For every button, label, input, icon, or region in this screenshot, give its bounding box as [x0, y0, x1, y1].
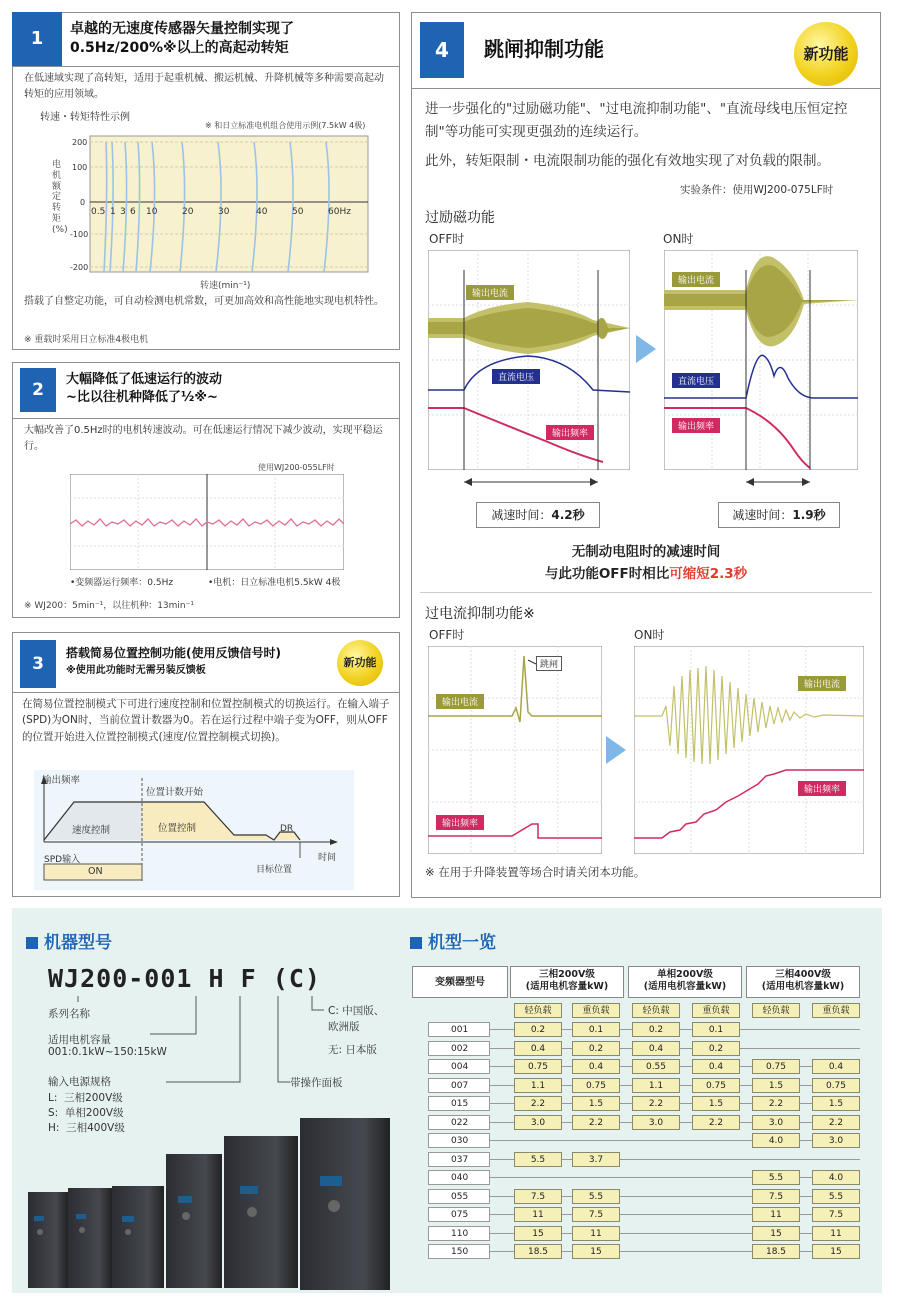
model-number-heading-text: 机器型号	[44, 933, 112, 953]
table-cell: 3.0	[514, 1115, 562, 1130]
result-line2-a: 与此功能OFF时相比	[544, 566, 670, 582]
on-decel-time-box	[718, 502, 840, 528]
x-tick-0.5: 0.5	[91, 207, 106, 217]
table-cell: 0.75	[752, 1059, 800, 1074]
oc-off-output-freq-label: 输出频率	[436, 815, 484, 830]
table-cell: 7.5	[812, 1207, 860, 1222]
table-cell: 1.5	[752, 1078, 800, 1093]
table-cell: 5.5	[572, 1189, 620, 1204]
diagram-dr: DR	[280, 824, 294, 834]
table-row-model: 075	[428, 1207, 490, 1222]
y-tick-m200: -200	[70, 263, 89, 272]
on-dc-voltage-label: 直流电压	[672, 373, 720, 388]
table-cell: 0.4	[632, 1041, 680, 1056]
section-4-condition: 实验条件：使用WJ200-075LF时	[680, 184, 834, 196]
table-cell: 3.7	[572, 1152, 620, 1167]
table-cell: 7.5	[752, 1189, 800, 1204]
section-3-body: 在简易位置控制模式下可进行速度控制和位置控制模式的切换运行。在输入端子(SPD)为ON时，当前位置计数器为0。若在运行过程中端子变为OFF，则从OFF的位置开始进入位置控制模式(速度/位置控制模式切换)。	[22, 698, 390, 743]
x-tick-60Hz: 60Hz	[328, 207, 351, 217]
subheader-heavy-1: 重负载	[572, 1003, 620, 1018]
table-cell: 18.5	[752, 1244, 800, 1259]
section-2-chart-note: 使用WJ200-055LF时	[258, 463, 335, 472]
section-2-title-divider	[12, 418, 400, 419]
table-cell: 4.0	[752, 1133, 800, 1148]
overexcitation-heading: 过励磁功能	[425, 210, 495, 226]
off-to-on-arrow	[636, 335, 656, 363]
diagram-pos-start: 位置计数开始	[146, 787, 204, 798]
oc-on-output-current-label: 输出电流	[798, 676, 846, 691]
y-tick-0: 0	[80, 198, 86, 207]
heading-square-icon	[410, 937, 422, 949]
heading-square-icon	[26, 937, 38, 949]
trip-label: 跳闸	[536, 656, 562, 671]
table-cell: 1.1	[632, 1078, 680, 1093]
x-tick-20: 20	[182, 207, 194, 217]
x-tick-40: 40	[256, 207, 268, 217]
model-code-base: WJ200-001	[48, 964, 193, 993]
table-cell: 5.5	[514, 1152, 562, 1167]
region-c-label: C: 中国版、欧洲版	[328, 1005, 385, 1033]
on-output-current-label: 输出电流	[672, 272, 720, 287]
model-code-voltage: H	[208, 964, 225, 993]
table-header-model: 变频器型号	[412, 966, 508, 998]
table-row-model: 030	[428, 1133, 490, 1148]
overexcitation-off-label: OFF时	[429, 232, 465, 246]
table-cell: 2.2	[632, 1096, 680, 1111]
table-cell: 1.5	[692, 1096, 740, 1111]
section-1-body: 在低速域实现了高转矩，适用于起重机械、搬运机械、升降机械等多种需要高起动转矩的应用领域。	[24, 73, 384, 100]
result-divider	[420, 592, 872, 593]
power-spec-label: 输入电源规格	[48, 1076, 111, 1088]
section-2-note: ※ WJ200：5min⁻¹，以往机种：13min⁻¹	[24, 601, 194, 611]
capacity-label: 适用电机容量	[48, 1034, 111, 1046]
table-cell: 11	[812, 1226, 860, 1241]
overcurrent-off-label: OFF时	[429, 628, 465, 642]
table-cell: 3.0	[752, 1115, 800, 1130]
section-1-title-line2: 0.5Hz/200%※以上的高起动转矩	[70, 40, 289, 56]
table-cell: 15	[812, 1244, 860, 1259]
model-number-heading	[26, 928, 112, 953]
section-1-title-line1: 卓越的无速度传感器矢量控制实现了	[70, 21, 294, 37]
table-cell: 0.4	[572, 1059, 620, 1074]
x-tick-3: 3	[120, 207, 126, 217]
diagram-spd-input: SPD输入	[44, 855, 81, 865]
table-cell: 0.75	[572, 1078, 620, 1093]
overexcitation-off-waveform	[428, 250, 630, 470]
inverter-product-lineup-image	[24, 1116, 394, 1292]
table-cell: 7.5	[572, 1207, 620, 1222]
power-spec-S: S: 单相200V级	[48, 1107, 124, 1119]
table-row-line	[490, 1140, 860, 1141]
region-none-label: 无: 日本版	[328, 1044, 377, 1056]
table-row-model: 037	[428, 1152, 490, 1167]
overcurrent-heading: 过电流抑制功能※	[425, 606, 535, 622]
off-output-freq-label: 输出频率	[546, 425, 594, 440]
table-cell: 0.4	[514, 1041, 562, 1056]
table-cell: 11	[514, 1207, 562, 1222]
overcurrent-on-label: ON时	[634, 628, 665, 642]
x-tick-10: 10	[146, 207, 158, 217]
table-row-model: 055	[428, 1189, 490, 1204]
off-decel-time-value: 4.2秒	[551, 508, 585, 522]
table-row-line	[490, 1177, 860, 1178]
table-cell: 2.2	[514, 1096, 562, 1111]
section-2-number: 2	[20, 368, 56, 412]
diagram-on: ON	[88, 866, 103, 877]
model-list-heading-text: 机型一览	[428, 933, 496, 953]
table-header-3ph200: 三相200V级 (适用电机容量kW)	[510, 966, 624, 998]
model-list-heading	[410, 928, 496, 953]
section-1-xlabel: 转速(min⁻¹)	[200, 281, 251, 291]
off-output-current-label: 输出电流	[466, 285, 514, 300]
table-cell: 3.0	[632, 1115, 680, 1130]
off-dc-voltage-label: 直流电压	[492, 369, 540, 384]
table-row-model: 040	[428, 1170, 490, 1185]
diagram-speed-control: 速度控制	[72, 825, 111, 836]
oc-on-output-freq-label: 输出频率	[798, 781, 846, 796]
table-row-model: 015	[428, 1096, 490, 1111]
table-cell: 0.2	[632, 1022, 680, 1037]
on-decel-time-label: 减速时间：	[732, 508, 793, 522]
section-3-title-line1: 搭载简易位置控制功能(使用反馈信号时)	[66, 646, 281, 660]
table-header-3ph400: 三相400V级 (适用电机容量kW)	[746, 966, 860, 998]
diagram-time: 时间	[318, 853, 337, 863]
diagram-position-control: 位置控制	[158, 823, 197, 834]
table-row-model: 007	[428, 1078, 490, 1093]
model-code-region: (C)	[272, 964, 321, 993]
result-line2-b: 可缩短2.3秒	[669, 566, 748, 582]
subheader-light-1: 轻负载	[514, 1003, 562, 1018]
power-spec-L: L: 三相200V级	[48, 1092, 123, 1104]
table-cell: 11	[572, 1226, 620, 1241]
result-line1: 无制动电阻时的减速时间	[571, 544, 721, 560]
section-3-new-badge: 新功能	[337, 640, 383, 686]
table-row-model: 002	[428, 1041, 490, 1056]
table-cell: 0.1	[572, 1022, 620, 1037]
table-cell: 1.1	[514, 1078, 562, 1093]
table-cell: 15	[572, 1244, 620, 1259]
section-3-number: 3	[20, 640, 56, 688]
result-line2	[411, 562, 881, 582]
x-tick-50: 50	[292, 207, 304, 217]
operator-panel-label: 带操作面板	[290, 1077, 343, 1089]
x-tick-1: 1	[110, 207, 116, 217]
section-1-note: ※ 重载时采用日立标准4极电机	[24, 335, 149, 345]
table-cell: 1.5	[812, 1096, 860, 1111]
table-cell: 18.5	[514, 1244, 562, 1259]
table-cell: 0.75	[812, 1078, 860, 1093]
table-row-model: 110	[428, 1226, 490, 1241]
y-tick-200: 200	[72, 138, 88, 147]
off-time-span-arrow	[462, 476, 600, 488]
section-1-body2: 搭载了自整定功能，可自动检测电机常数，可更加高效和高性能地实现电机特性。	[24, 296, 384, 307]
section-2-title-line2: ~比以往机种降低了½※~	[66, 390, 218, 405]
model-code-panel: F	[240, 964, 257, 993]
table-row-model: 004	[428, 1059, 490, 1074]
on-decel-time-value: 1.9秒	[792, 508, 826, 522]
section-1-chart-note: ※ 和日立标准电机组合使用示例(7.5kW 4极)	[205, 121, 366, 130]
table-cell: 0.75	[692, 1078, 740, 1093]
off-decel-time-label: 减速时间：	[491, 508, 552, 522]
table-cell: 0.75	[514, 1059, 562, 1074]
table-cell: 15	[752, 1226, 800, 1241]
section-1-ylabel: 电机额定转矩(%)	[52, 160, 68, 235]
subheader-light-3: 轻负载	[752, 1003, 800, 1018]
capacity-range: 001:0.1kW~150:15kW	[48, 1046, 167, 1058]
section-4-number: 4	[420, 22, 464, 78]
table-cell: 2.2	[812, 1115, 860, 1130]
table-cell: 11	[752, 1207, 800, 1222]
table-cell: 0.4	[692, 1059, 740, 1074]
table-cell: 7.5	[514, 1189, 562, 1204]
diagram-output-freq: 输出频率	[42, 775, 81, 786]
table-row-model: 150	[428, 1244, 490, 1259]
section-4-note: ※ 在用于升降装置等场合时请关闭本功能。	[425, 865, 646, 879]
table-cell: 0.2	[692, 1041, 740, 1056]
series-name-label: 系列名称	[48, 1008, 90, 1020]
y-tick-m100: -100	[70, 230, 89, 239]
table-cell: 2.2	[572, 1115, 620, 1130]
table-cell: 0.4	[812, 1059, 860, 1074]
oc-off-output-current-label: 输出电流	[436, 694, 484, 709]
overexcitation-on-label: ON时	[663, 232, 694, 246]
model-code	[48, 964, 321, 993]
section-1-number: 1	[12, 12, 62, 66]
y-tick-100: 100	[72, 163, 88, 172]
section-2-caption-left: •变频器运行频率：0.5Hz	[70, 578, 174, 588]
subheader-heavy-3: 重负载	[812, 1003, 860, 1018]
table-header-1ph200: 单相200V级 (适用电机容量kW)	[628, 966, 742, 998]
section-2-body: 大幅改善了0.5Hz时的电机转速波动。可在低速运行情况下减少波动，实现平稳运行。	[24, 425, 383, 452]
table-cell: 4.0	[812, 1170, 860, 1185]
section-4-body2: 此外，转矩限制・电流限制功能的强化有效地实现了对负载的限制。	[425, 153, 830, 169]
table-cell: 1.5	[572, 1096, 620, 1111]
table-cell: 2.2	[692, 1115, 740, 1130]
section-4-new-badge: 新功能	[794, 22, 858, 86]
oc-off-to-on-arrow	[606, 736, 626, 764]
table-cell: 0.55	[632, 1059, 680, 1074]
section-4-title: 跳闸抑制功能	[484, 37, 604, 61]
off-decel-time-box	[476, 502, 600, 528]
table-cell: 0.2	[514, 1022, 562, 1037]
diagram-target-position: 目标位置	[256, 865, 293, 875]
table-cell: 5.5	[812, 1189, 860, 1204]
table-cell: 15	[514, 1226, 562, 1241]
section-4-title-divider	[411, 88, 881, 89]
subheader-heavy-2: 重负载	[692, 1003, 740, 1018]
section-3-title-divider	[12, 692, 400, 693]
table-cell: 0.1	[692, 1022, 740, 1037]
low-speed-ripple-chart	[70, 474, 344, 570]
section-3-title-line2: ※使用此功能时无需另装反馈板	[66, 665, 206, 676]
section-2-caption-right: •电机：日立标准电机5.5kW 4极	[208, 578, 341, 588]
subheader-light-2: 轻负载	[632, 1003, 680, 1018]
table-cell: 5.5	[752, 1170, 800, 1185]
section-1-chart-title: 转速・转矩特性示例	[40, 112, 130, 123]
section-1-title-divider	[12, 66, 400, 67]
x-tick-30: 30	[218, 207, 230, 217]
torque-speed-chart	[70, 134, 370, 274]
section-2-title-line1: 大幅降低了低速运行的波动	[66, 372, 223, 387]
on-time-span-arrow	[744, 476, 812, 488]
table-cell: 2.2	[752, 1096, 800, 1111]
table-row-model: 001	[428, 1022, 490, 1037]
on-output-freq-label: 输出频率	[672, 418, 720, 433]
section-4-body1: 进一步强化的"过励磁功能"、"过电流抑制功能"、"直流母线电压恒定控制"等功能可实现更强劲的连续运行。	[425, 101, 848, 140]
power-spec-H: H: 三相400V级	[48, 1122, 125, 1134]
table-row-model: 022	[428, 1115, 490, 1130]
x-tick-6: 6	[130, 207, 136, 217]
table-cell: 3.0	[812, 1133, 860, 1148]
table-cell: 0.2	[572, 1041, 620, 1056]
